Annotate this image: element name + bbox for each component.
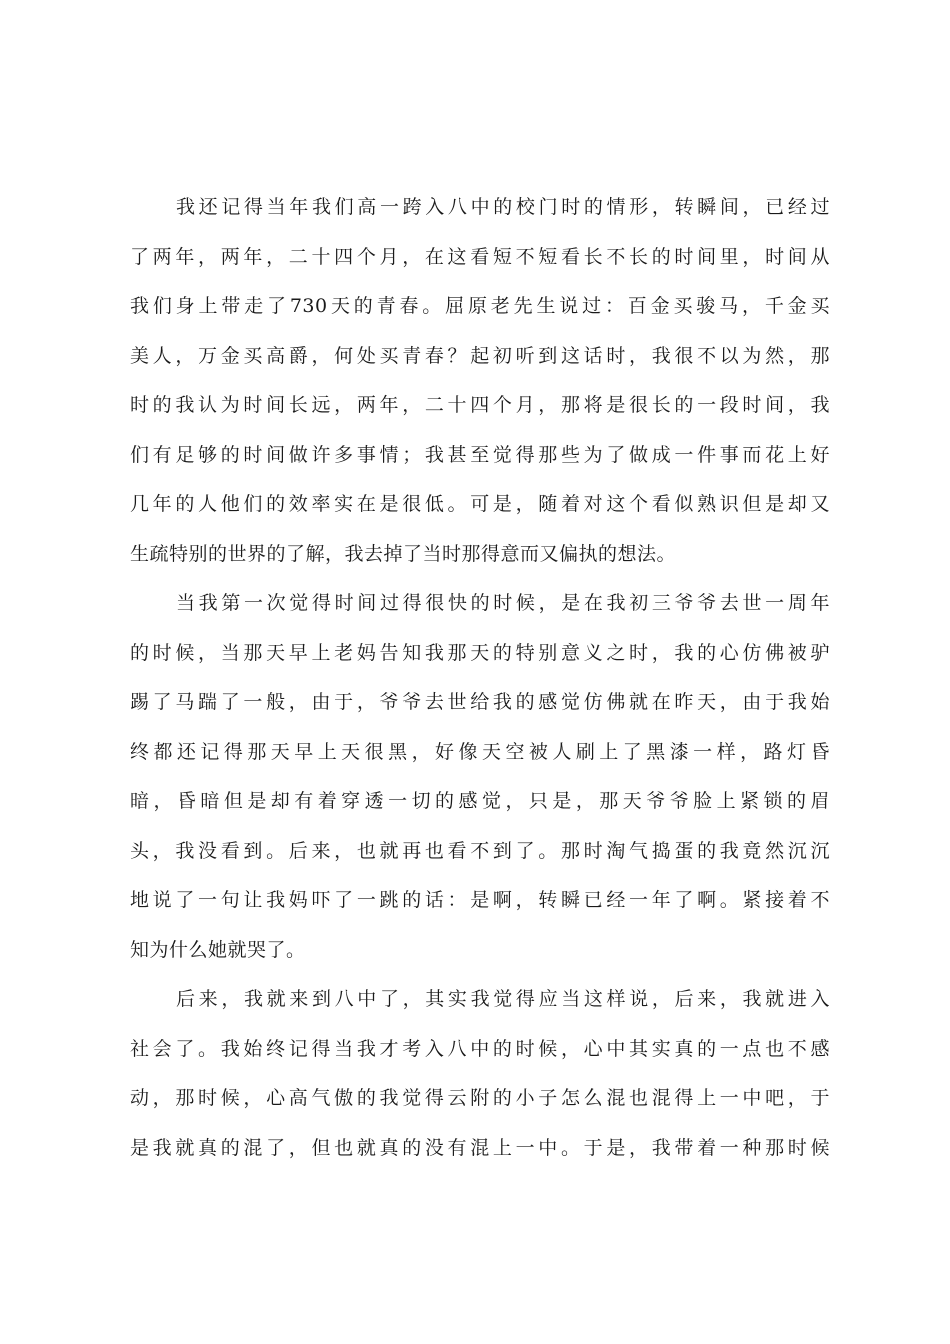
text-line: 知为什么她就哭了。 [130,938,306,961]
text-line: 了两年，两年，二十四个月，在这看短不短看长不长的时间里，时间从 [130,245,830,268]
text-line: 后来，我就来到八中了，其实我觉得应当这样说，后来，我就进入 [176,988,830,1010]
text-line: 时的我认为时间长远，两年，二十四个月，那将是很长的一段时间，我 [130,394,830,416]
text-line: 们有足够的时间做许多事情；我甚至觉得那些为了做成一件事而花上好 [130,443,830,466]
text-line: 当我第一次觉得时间过得很快的时候，是在我初三爷爷去世一周年 [176,592,830,614]
text-line: 生疏特别的世界的了解，我去掉了当时那得意而又偏执的想法。 [130,542,677,565]
text-line: 头，我没看到。后来，也就再也看不到了。那时淘气捣蛋的我竟然沉沉 [130,839,830,862]
paragraph-2 [130,583,830,979]
text-line: 的时候，当那天早上老妈告知我那天的特别意义之时，我的心仿佛被驴 [130,641,830,664]
document-body [130,187,830,1177]
text-line: 终都还记得那天早上天很黑，好像天空被人刷上了黑漆一样，路灯昏 [130,740,830,763]
text-line: 美人，万金买高爵，何处买青春？起初听到这话时，我很不以为然，那 [130,344,830,367]
text-line: 我还记得当年我们高一跨入八中的校门时的情形，转瞬间，已经过 [176,196,830,218]
text-line: 踢了马踹了一般，由于，爷爷去世给我的感觉仿佛就在昨天，由于我始 [130,691,830,713]
text-line: 社会了。我始终记得当我才考入八中的时候，心中其实真的一点也不感 [130,1037,830,1060]
text-line: 是我就真的混了，但也就真的没有混上一中。于是，我带着一种那时候 [130,1136,830,1159]
text-line: 动，那时候，心高气傲的我觉得云附的小子怎么混也混得上一中吧，于 [130,1087,830,1109]
text-line: 几年的人他们的效率实在是很低。可是，随着对这个看似熟识但是却又 [130,493,830,515]
text-line: 我们身上带走了730天的青春。屈原老先生说过：百金买骏马，千金买 [130,295,830,317]
paragraph-1 [130,187,830,583]
text-line: 地说了一句让我妈吓了一跳的话：是啊，转瞬已经一年了啊。紧接着不 [130,889,830,911]
paragraph-3 [130,979,830,1177]
text-line: 暗，昏暗但是却有着穿透一切的感觉，只是，那天爷爷脸上紧锁的眉 [130,790,830,812]
